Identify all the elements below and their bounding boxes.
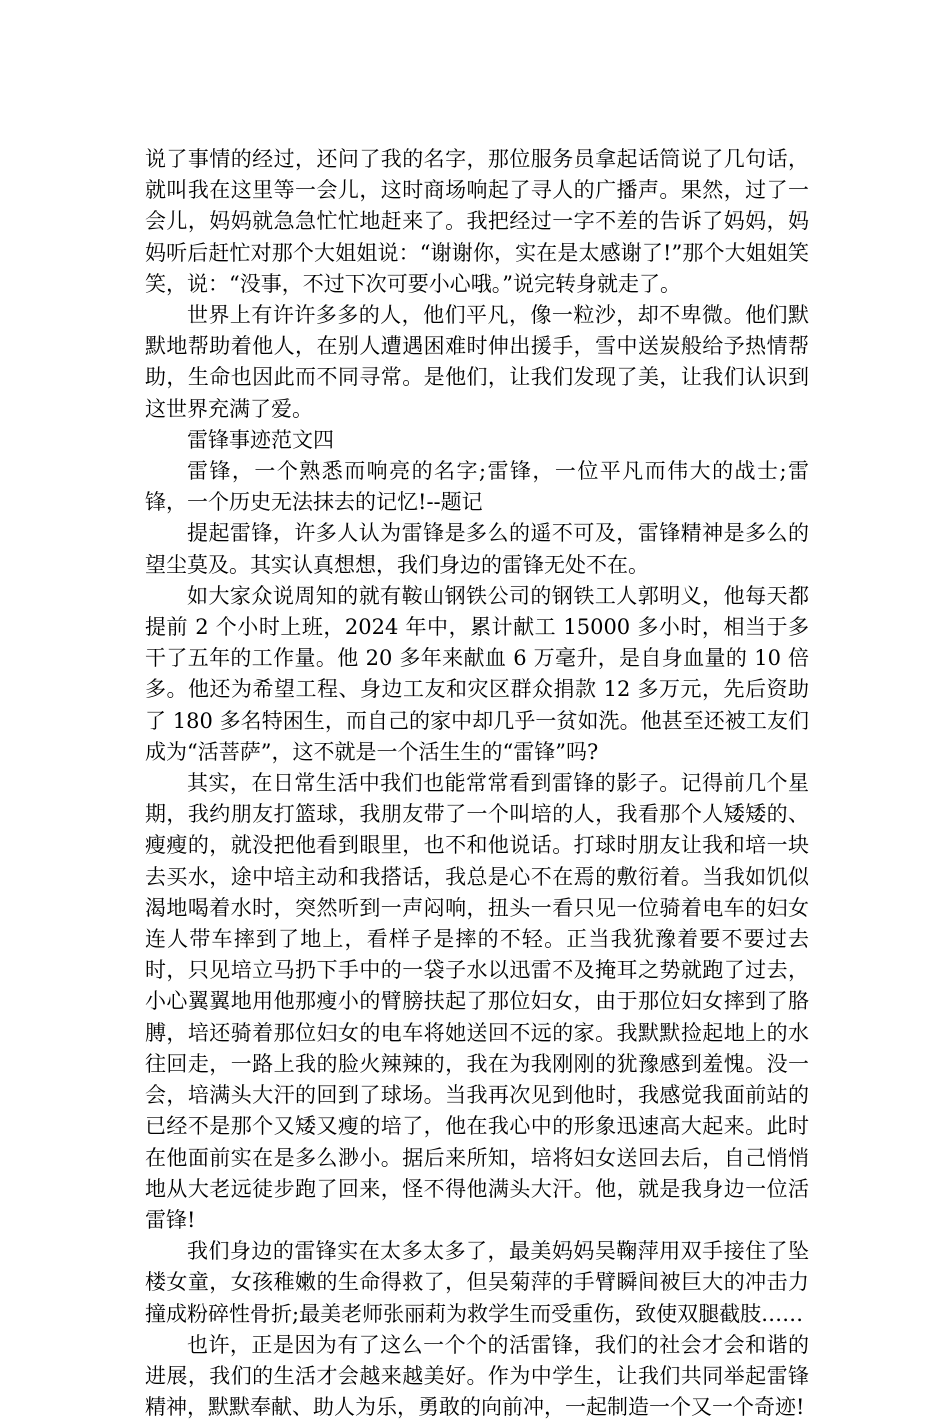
paragraph-continuation: 说了事情的经过，还问了我的名字，那位服务员拿起话筒说了几句话，就叫我在这里等一会儿，这时商场响起了寻人的广播声。果然，过了一会儿，妈妈就急急忙忙地赶来了。我把经过一字不差的告诉了妈妈，妈妈听后赶忙对那个大姐姐说：“谢谢你，实在是太感谢了!”那个大姐姐笑笑，说：“没事，不过下次可要小心哦。”说完转身就走了。	[145, 147, 809, 296]
paragraph: 提起雷锋，许多人认为雷锋是多么的遥不可及，雷锋精神是多么的望尘莫及。其实认真想想，我们身边的雷锋无处不在。	[145, 521, 809, 577]
paragraph: 如大家众说周知的就有鞍山钢铁公司的钢铁工人郭明义，他每天都提前 2 个小时上班，2024 年中，累计献工 15000 多小时，相当于多干了五年的工作量。他 20 多年来献血 6 万毫升，是自身血量的 10 倍多。他还为希望工程、身边工友和灾区群众捐款 12 多万元，先后资助了 180 多名特困生，而自己的家中却几乎一贫如洗。他甚至还被工友们成为“活菩萨”，这不就是一个活生生的“雷锋”吗?	[145, 583, 809, 764]
paragraph: 我们身边的雷锋实在太多太多了，最美妈妈吴鞠萍用双手接住了坠楼女童，女孩稚嫩的生命得救了，但吴菊萍的手臂瞬间被巨大的冲击力撞成粉碎性骨折;最美老师张丽莉为救学生而受重伤，致使双腿截肢……	[145, 1239, 809, 1326]
paragraph: 世界上有许许多多的人，他们平凡，像一粒沙，却不卑微。他们默默地帮助着他人，在别人遭遇困难时伸出援手，雪中送炭般给予热情帮助，生命也因此而不同寻常。是他们，让我们发现了美，让我们认识到这世界充满了爱。	[145, 303, 809, 421]
paragraph: 也许，正是因为有了这么一个个的活雷锋，我们的社会才会和谐的进展，我们的生活才会越来越美好。作为中学生，让我们共同举起雷锋精神，默默奉献、助人为乐，勇敢的向前冲，一起制造一个又一个奇迹!	[145, 1332, 809, 1420]
paragraph-epigraph: 雷锋，一个熟悉而响亮的名字;雷锋，一位平凡而伟大的战士;雷锋，一个历史无法抹去的记忆!--题记	[145, 459, 809, 515]
paragraph: 其实，在日常生活中我们也能常常看到雷锋的影子。记得前几个星期，我约朋友打篮球，我朋友带了一个叫培的人，我看那个人矮矮的、瘦瘦的，就没把他看到眼里，也不和他说话。打球时朋友让我和培一块去买水，途中培主动和我搭话，我总是心不在焉的敷衍着。当我如饥似渴地喝着水时，突然听到一声闷响，扭头一看只见一位骑着电车的妇女连人带车摔到了地上，看样子是摔的不轻。正当我犹豫着要不要过去时，只见培立马扔下手中的一袋子水以迅雷不及掩耳之势就跑了过去，小心翼翼地用他那瘦小的臂膀扶起了那位妇女，由于那位妇女摔到了胳膊，培还骑着那位妇女的电车将她送回不远的家。我默默捡起地上的水往回走，一路上我的脸火辣辣的，我在为我刚刚的犹豫感到羞愧。没一会，培满头大汗的回到了球场。当我再次见到他时，我感觉我面前站的已经不是那个又矮又瘦的培了，他在我心中的形象迅速高大起来。此时在他面前实在是多么渺小。据后来所知，培将妇女送回去后，自己悄悄地从大老远徒步跑了回来，怪不得他满头大汗。他，就是我身边一位活雷锋!	[145, 771, 809, 1232]
document-body	[145, 144, 809, 1423]
section-heading: 雷锋事迹范文四	[187, 427, 334, 452]
